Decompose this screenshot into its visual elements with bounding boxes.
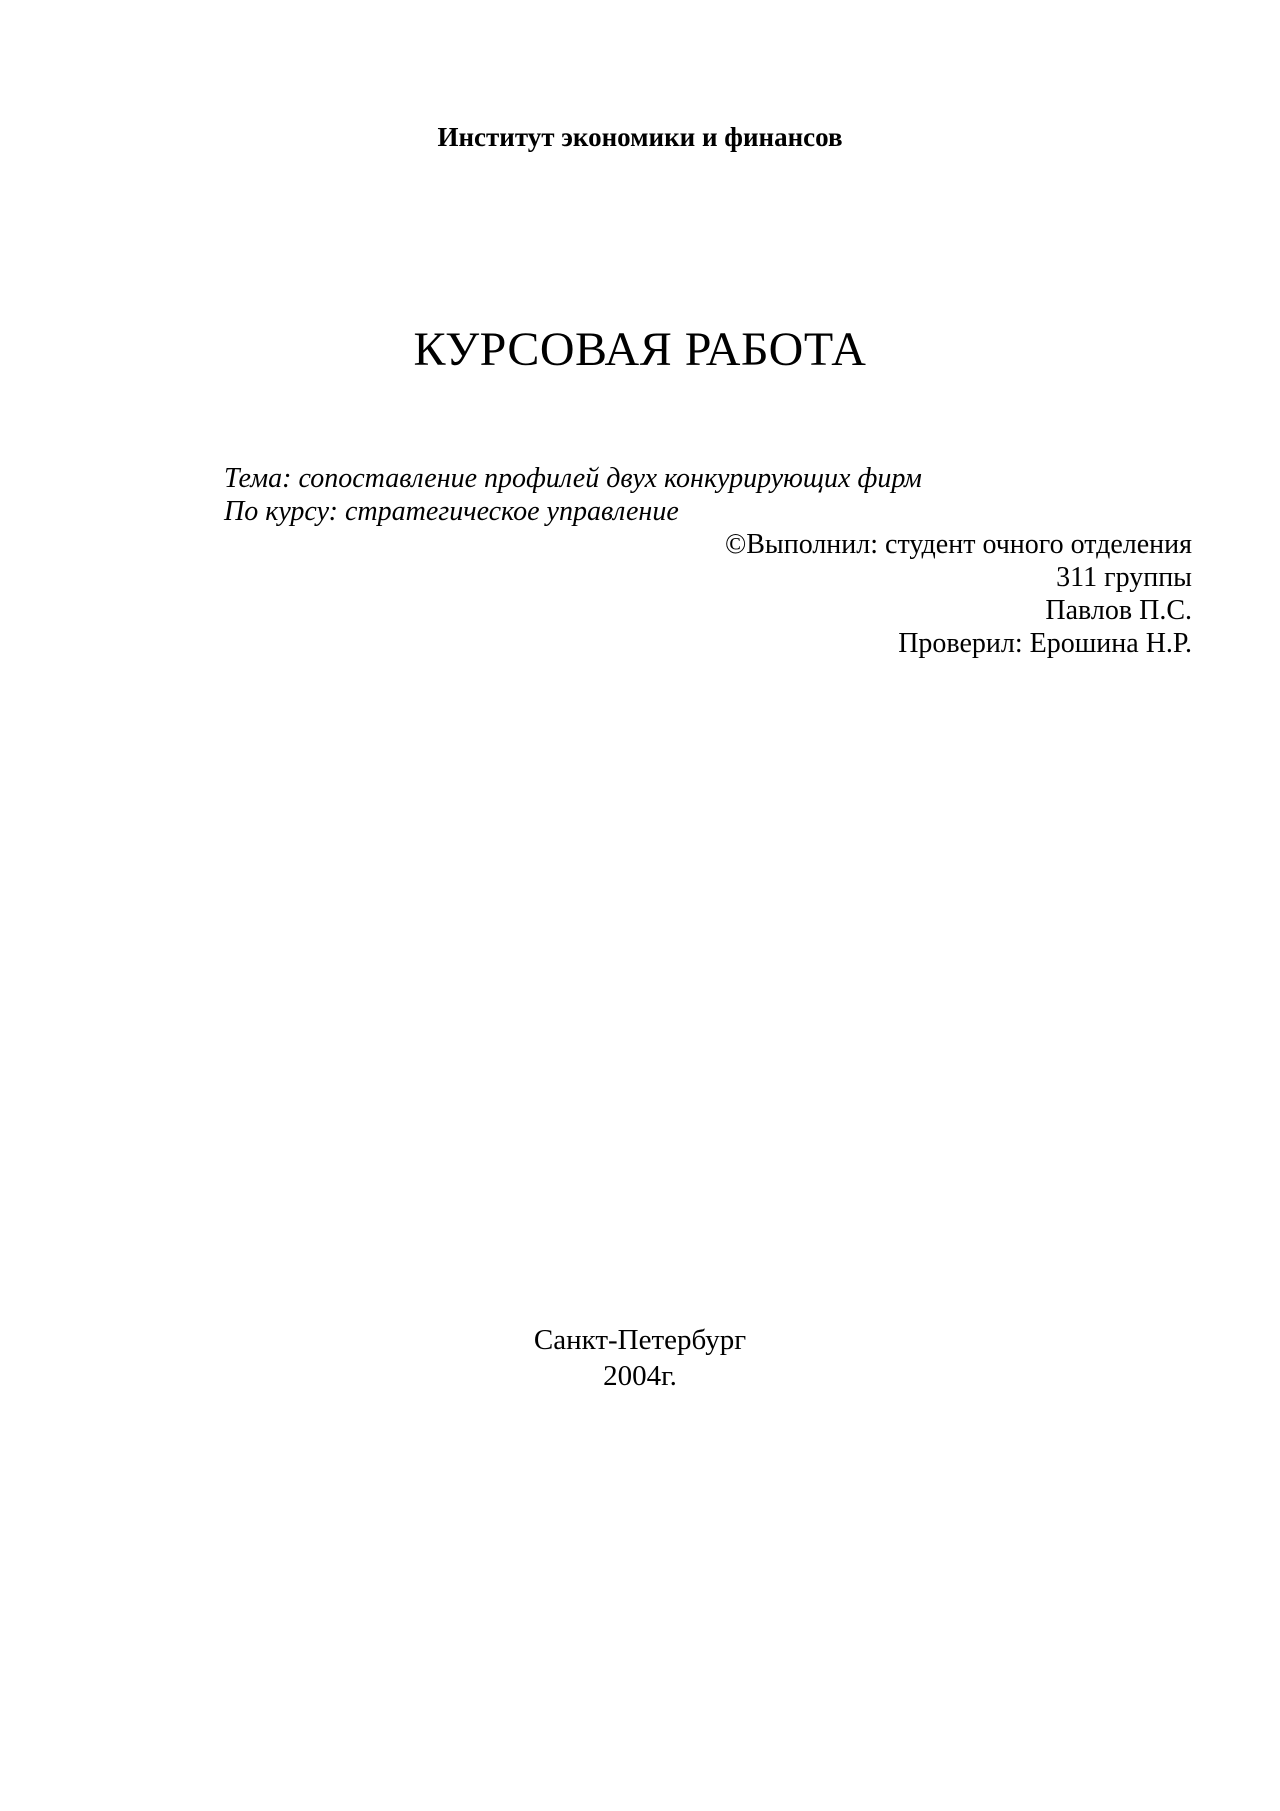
author-block — [725, 528, 1192, 660]
topic-block — [224, 462, 922, 528]
student-name: Павлов П.С. — [1045, 595, 1192, 626]
topic-course: По курсу: стратегическое управление — [224, 496, 679, 527]
city: Санкт-Петербург — [533, 1324, 747, 1356]
institute-name: Институт экономики и финансов — [437, 122, 843, 152]
year: 2004г. — [603, 1360, 677, 1392]
performed-by: ©Выполнил: студент очного отделения — [724, 529, 1192, 560]
checked-by: Проверил: Ерошина Н.Р. — [898, 628, 1192, 659]
document-title: КУРСОВАЯ РАБОТА — [413, 323, 867, 376]
footer-block — [0, 1322, 1280, 1394]
student-group: 311 группы — [1056, 562, 1192, 593]
topic-theme: Тема: сопоставление профилей двух конкурирующих фирм — [224, 463, 922, 494]
